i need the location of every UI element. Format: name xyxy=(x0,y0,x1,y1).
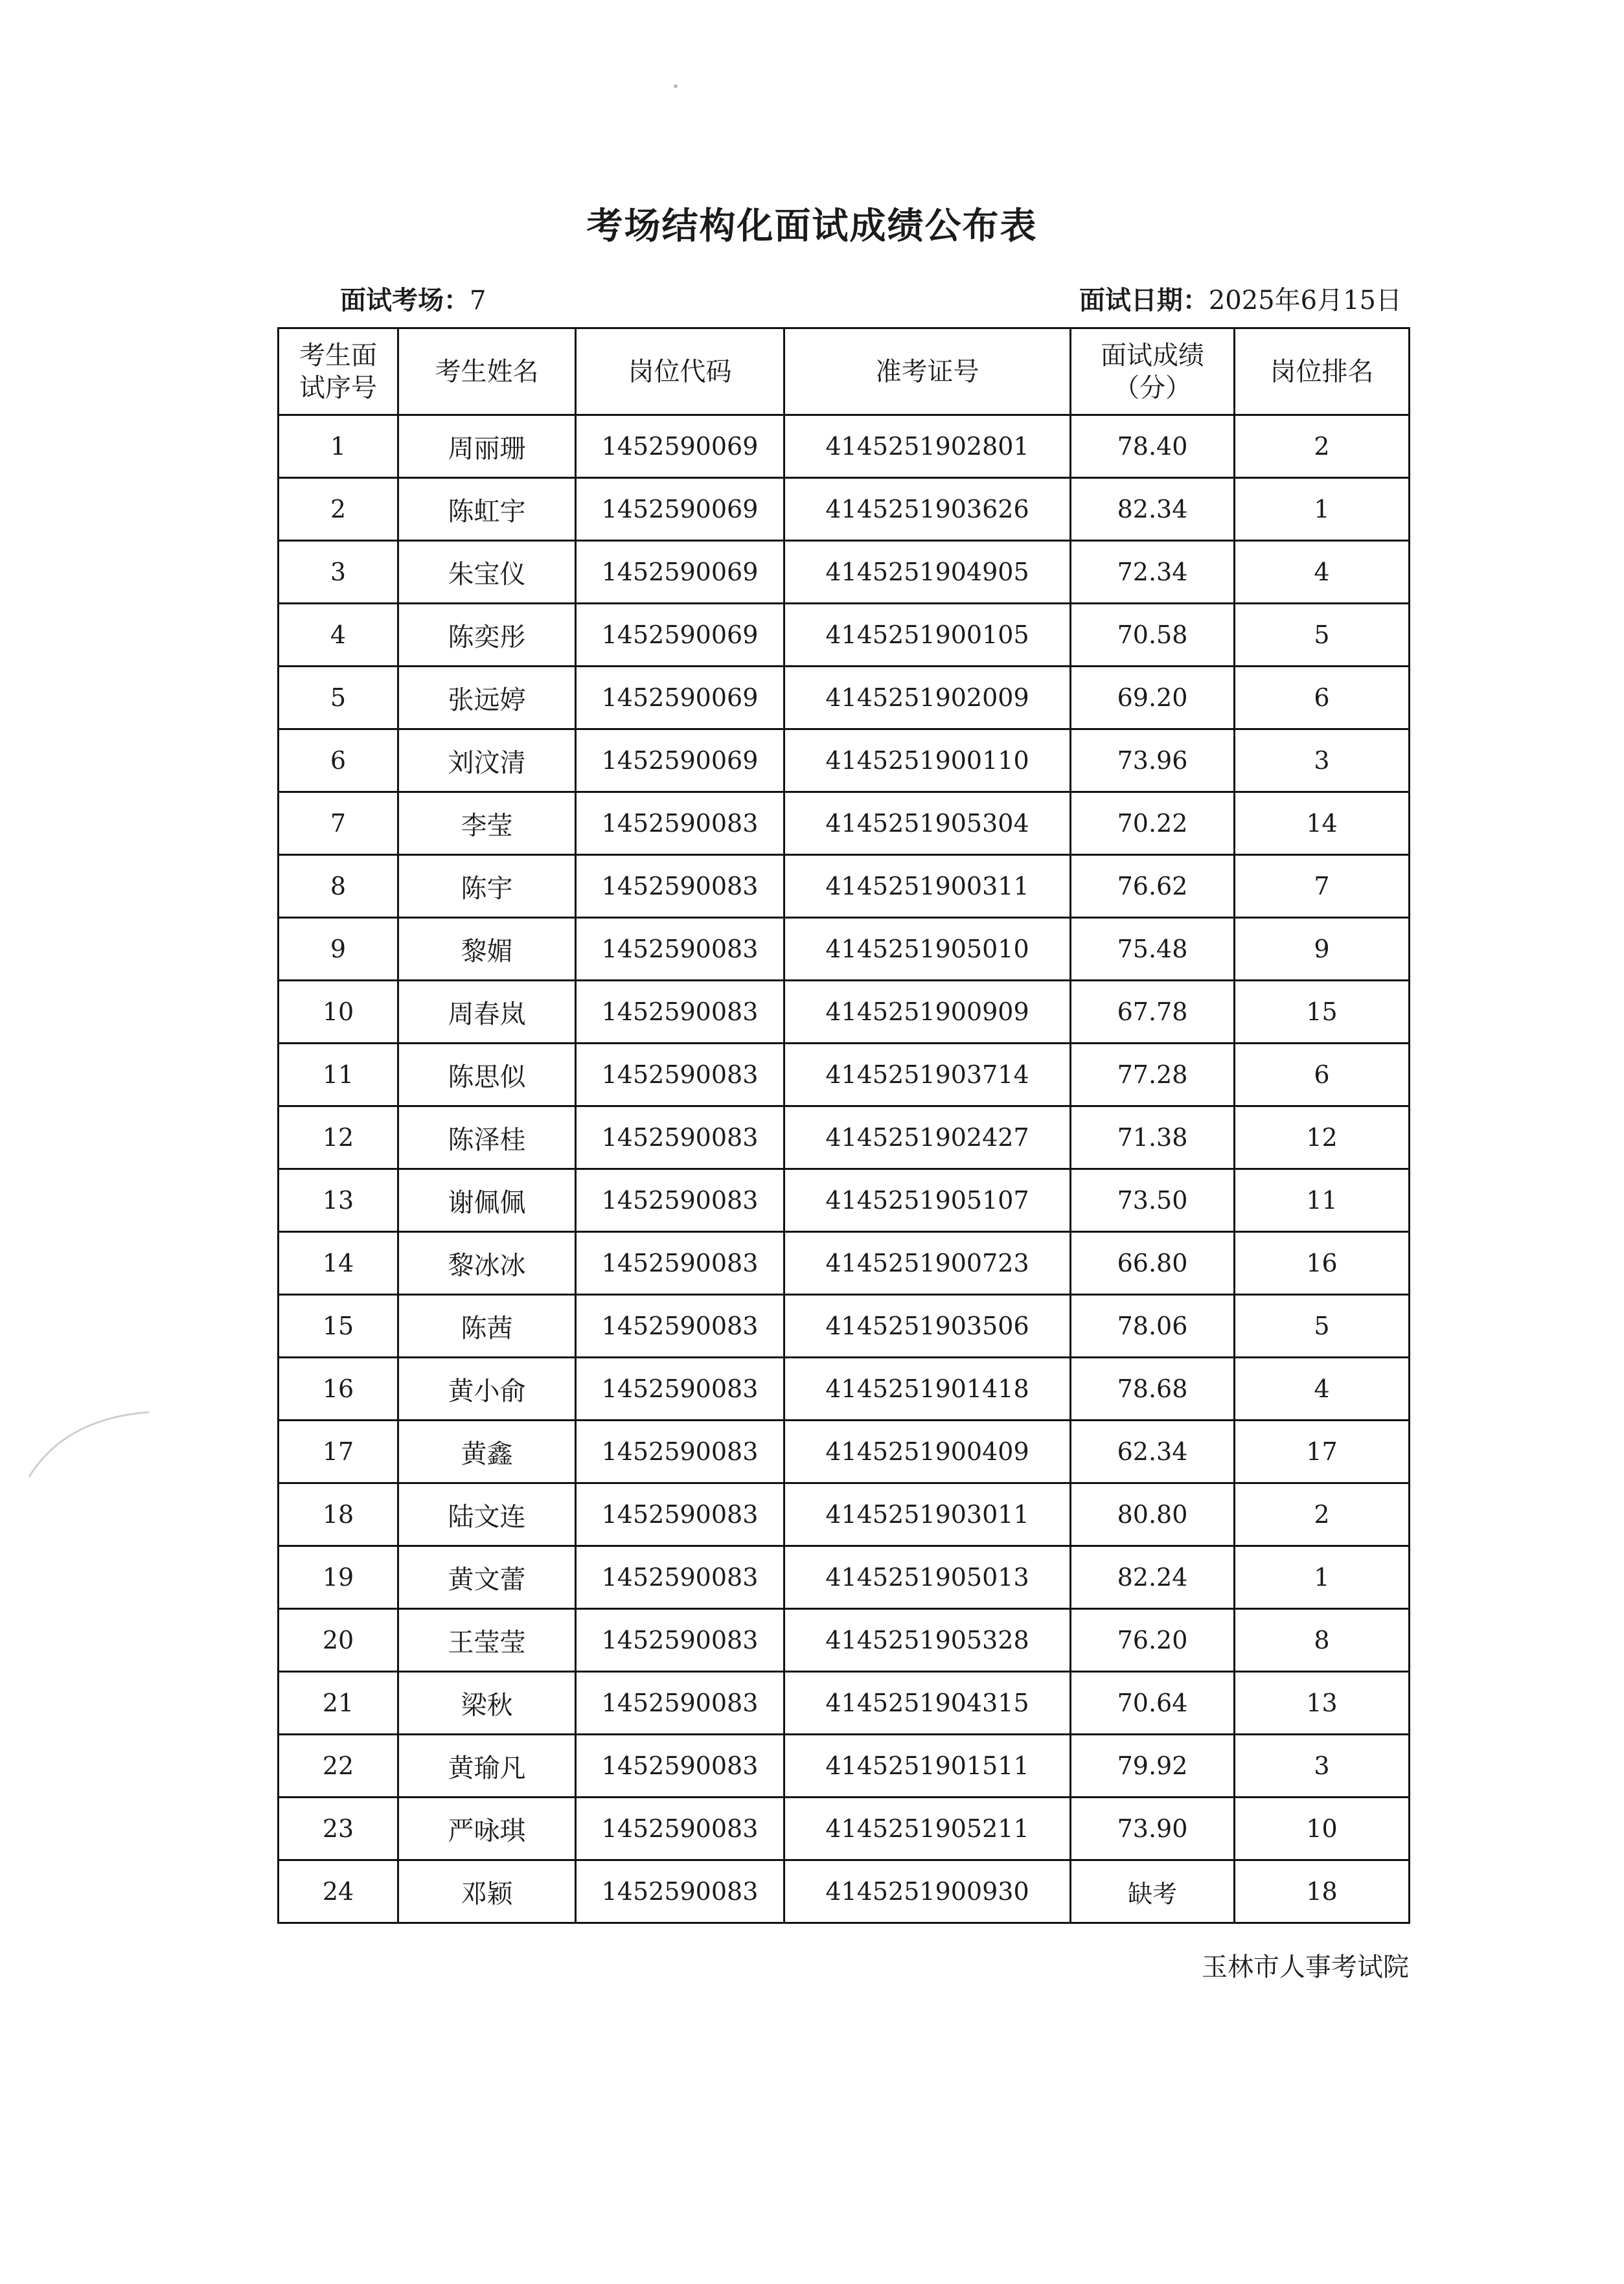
cell-score: 82.24 xyxy=(1071,1546,1235,1609)
cell-score: 70.64 xyxy=(1071,1672,1235,1735)
cell-rank: 11 xyxy=(1235,1169,1410,1232)
cell-ticket-no: 4145251901418 xyxy=(784,1358,1071,1421)
cell-seq: 16 xyxy=(279,1358,398,1421)
table-row xyxy=(279,1735,1410,1798)
cell-post-code: 1452590083 xyxy=(576,1860,784,1923)
cell-name: 王莹莹 xyxy=(398,1609,576,1672)
cell-rank: 3 xyxy=(1235,1735,1410,1798)
cell-score: 82.34 xyxy=(1071,478,1235,541)
table-row xyxy=(279,1232,1410,1295)
cell-ticket-no: 4145251905107 xyxy=(784,1169,1071,1232)
cell-rank: 10 xyxy=(1235,1798,1410,1860)
header-rank: 岗位排名 xyxy=(1235,328,1410,415)
cell-post-code: 1452590083 xyxy=(576,1295,784,1358)
issuer: 玉林市人事考试院 xyxy=(1202,1952,1409,1982)
cell-seq: 5 xyxy=(279,667,398,729)
score-table xyxy=(277,327,1410,1924)
table-row xyxy=(279,415,1410,478)
cell-post-code: 1452590069 xyxy=(576,541,784,604)
cell-seq: 4 xyxy=(279,604,398,667)
cell-post-code: 1452590069 xyxy=(576,478,784,541)
table-row xyxy=(279,981,1410,1044)
table-header-row xyxy=(279,328,1410,415)
cell-score: 72.34 xyxy=(1071,541,1235,604)
table-row xyxy=(279,541,1410,604)
cell-rank: 5 xyxy=(1235,1295,1410,1358)
cell-rank: 15 xyxy=(1235,981,1410,1044)
table-row xyxy=(279,729,1410,792)
cell-score: 80.80 xyxy=(1071,1483,1235,1546)
cell-ticket-no: 4145251900311 xyxy=(784,855,1071,918)
cell-name: 梁秋 xyxy=(398,1672,576,1735)
cell-post-code: 1452590083 xyxy=(576,1421,784,1483)
cell-rank: 14 xyxy=(1235,792,1410,855)
cell-name: 朱宝仪 xyxy=(398,541,576,604)
exam-room-value: 7 xyxy=(470,286,486,315)
cell-name: 谢佩佩 xyxy=(398,1169,576,1232)
cell-ticket-no: 4145251905211 xyxy=(784,1798,1071,1860)
cell-post-code: 1452590083 xyxy=(576,1609,784,1672)
cell-seq: 1 xyxy=(279,415,398,478)
cell-name: 黄小俞 xyxy=(398,1358,576,1421)
cell-rank: 7 xyxy=(1235,855,1410,918)
cell-score: 70.58 xyxy=(1071,604,1235,667)
cell-post-code: 1452590069 xyxy=(576,667,784,729)
cell-rank: 18 xyxy=(1235,1860,1410,1923)
cell-rank: 6 xyxy=(1235,667,1410,729)
cell-post-code: 1452590083 xyxy=(576,1232,784,1295)
cell-score: 73.90 xyxy=(1071,1798,1235,1860)
table-row xyxy=(279,1798,1410,1860)
cell-seq: 8 xyxy=(279,855,398,918)
page-title: 考场结构化面试成绩公布表 xyxy=(586,205,1038,247)
cell-seq: 20 xyxy=(279,1609,398,1672)
cell-rank: 9 xyxy=(1235,918,1410,981)
table-row xyxy=(279,792,1410,855)
cell-post-code: 1452590083 xyxy=(576,918,784,981)
cell-score: 67.78 xyxy=(1071,981,1235,1044)
cell-seq: 22 xyxy=(279,1735,398,1798)
cell-ticket-no: 4145251902427 xyxy=(784,1106,1071,1169)
cell-name: 陈奕彤 xyxy=(398,604,576,667)
cell-ticket-no: 4145251900723 xyxy=(784,1232,1071,1295)
cell-rank: 4 xyxy=(1235,1358,1410,1421)
table-row xyxy=(279,1672,1410,1735)
cell-seq: 18 xyxy=(279,1483,398,1546)
header-score: 面试成绩（分） xyxy=(1071,328,1235,415)
cell-ticket-no: 4145251901511 xyxy=(784,1735,1071,1798)
scan-artifact-curve xyxy=(26,1406,155,1483)
cell-post-code: 1452590083 xyxy=(576,1483,784,1546)
interview-date-label: 面试日期： xyxy=(1079,286,1209,315)
header-post-code: 岗位代码 xyxy=(576,328,784,415)
cell-rank: 17 xyxy=(1235,1421,1410,1483)
table-row xyxy=(279,1546,1410,1609)
cell-score: 69.20 xyxy=(1071,667,1235,729)
cell-name: 陈泽桂 xyxy=(398,1106,576,1169)
cell-seq: 9 xyxy=(279,918,398,981)
cell-name: 严咏琪 xyxy=(398,1798,576,1860)
cell-ticket-no: 4145251905013 xyxy=(784,1546,1071,1609)
cell-name: 邓颖 xyxy=(398,1860,576,1923)
exam-room-label: 面试考场： xyxy=(340,286,470,315)
cell-name: 陈茜 xyxy=(398,1295,576,1358)
cell-seq: 6 xyxy=(279,729,398,792)
cell-name: 周丽珊 xyxy=(398,415,576,478)
cell-ticket-no: 4145251903506 xyxy=(784,1295,1071,1358)
cell-score: 76.20 xyxy=(1071,1609,1235,1672)
cell-rank: 8 xyxy=(1235,1609,1410,1672)
cell-name: 黎冰冰 xyxy=(398,1232,576,1295)
cell-post-code: 1452590083 xyxy=(576,1358,784,1421)
cell-name: 黄瑜凡 xyxy=(398,1735,576,1798)
cell-name: 陈虹宇 xyxy=(398,478,576,541)
cell-seq: 7 xyxy=(279,792,398,855)
cell-seq: 24 xyxy=(279,1860,398,1923)
interview-date xyxy=(1079,280,1402,317)
cell-score: 78.40 xyxy=(1071,415,1235,478)
cell-name: 陈思似 xyxy=(398,1044,576,1106)
cell-score: 77.28 xyxy=(1071,1044,1235,1106)
cell-name: 黎媚 xyxy=(398,918,576,981)
cell-seq: 13 xyxy=(279,1169,398,1232)
cell-ticket-no: 4145251904315 xyxy=(784,1672,1071,1735)
cell-ticket-no: 4145251902009 xyxy=(784,667,1071,729)
cell-post-code: 1452590083 xyxy=(576,1672,784,1735)
table-row xyxy=(279,1483,1410,1546)
cell-name: 李莹 xyxy=(398,792,576,855)
cell-score: 75.48 xyxy=(1071,918,1235,981)
cell-post-code: 1452590069 xyxy=(576,415,784,478)
cell-score: 78.06 xyxy=(1071,1295,1235,1358)
cell-post-code: 1452590083 xyxy=(576,1044,784,1106)
cell-ticket-no: 4145251904905 xyxy=(784,541,1071,604)
cell-post-code: 1452590083 xyxy=(576,1735,784,1798)
cell-score: 62.34 xyxy=(1071,1421,1235,1483)
cell-ticket-no: 4145251900105 xyxy=(784,604,1071,667)
table-row xyxy=(279,478,1410,541)
cell-score: 73.96 xyxy=(1071,729,1235,792)
cell-name: 刘汶清 xyxy=(398,729,576,792)
cell-rank: 16 xyxy=(1235,1232,1410,1295)
cell-ticket-no: 4145251903011 xyxy=(784,1483,1071,1546)
exam-room xyxy=(340,280,486,317)
cell-name: 周春岚 xyxy=(398,981,576,1044)
cell-seq: 23 xyxy=(279,1798,398,1860)
cell-score: 缺考 xyxy=(1071,1860,1235,1923)
cell-seq: 19 xyxy=(279,1546,398,1609)
cell-name: 黄鑫 xyxy=(398,1421,576,1483)
cell-post-code: 1452590083 xyxy=(576,1169,784,1232)
table-row xyxy=(279,1044,1410,1106)
cell-ticket-no: 4145251903714 xyxy=(784,1044,1071,1106)
cell-name: 陆文连 xyxy=(398,1483,576,1546)
table-row xyxy=(279,1358,1410,1421)
table-row xyxy=(279,918,1410,981)
cell-post-code: 1452590083 xyxy=(576,1106,784,1169)
cell-ticket-no: 4145251900909 xyxy=(784,981,1071,1044)
cell-seq: 21 xyxy=(279,1672,398,1735)
header-ticket-no: 准考证号 xyxy=(784,328,1071,415)
cell-seq: 2 xyxy=(279,478,398,541)
cell-score: 76.62 xyxy=(1071,855,1235,918)
table-row xyxy=(279,1421,1410,1483)
cell-ticket-no: 4145251905010 xyxy=(784,918,1071,981)
cell-post-code: 1452590083 xyxy=(576,792,784,855)
cell-ticket-no: 4145251905328 xyxy=(784,1609,1071,1672)
cell-seq: 15 xyxy=(279,1295,398,1358)
cell-rank: 2 xyxy=(1235,415,1410,478)
table-row xyxy=(279,1106,1410,1169)
cell-name: 张远婷 xyxy=(398,667,576,729)
cell-score: 66.80 xyxy=(1071,1232,1235,1295)
header-seq: 考生面试序号 xyxy=(279,328,398,415)
table-row xyxy=(279,1169,1410,1232)
cell-rank: 1 xyxy=(1235,1546,1410,1609)
cell-seq: 14 xyxy=(279,1232,398,1295)
interview-date-value: 2025年6月15日 xyxy=(1208,286,1402,315)
cell-ticket-no: 4145251900930 xyxy=(784,1860,1071,1923)
table-row xyxy=(279,855,1410,918)
cell-rank: 5 xyxy=(1235,604,1410,667)
cell-score: 78.68 xyxy=(1071,1358,1235,1421)
cell-ticket-no: 4145251902801 xyxy=(784,415,1071,478)
table-row xyxy=(279,604,1410,667)
cell-seq: 17 xyxy=(279,1421,398,1483)
cell-post-code: 1452590083 xyxy=(576,1798,784,1860)
table-row xyxy=(279,1860,1410,1923)
cell-seq: 3 xyxy=(279,541,398,604)
cell-rank: 6 xyxy=(1235,1044,1410,1106)
cell-post-code: 1452590069 xyxy=(576,729,784,792)
scan-speck xyxy=(674,84,678,88)
cell-rank: 12 xyxy=(1235,1106,1410,1169)
header-name: 考生姓名 xyxy=(398,328,576,415)
cell-seq: 11 xyxy=(279,1044,398,1106)
cell-score: 71.38 xyxy=(1071,1106,1235,1169)
cell-ticket-no: 4145251900110 xyxy=(784,729,1071,792)
cell-seq: 10 xyxy=(279,981,398,1044)
cell-rank: 1 xyxy=(1235,478,1410,541)
cell-rank: 4 xyxy=(1235,541,1410,604)
cell-name: 黄文蕾 xyxy=(398,1546,576,1609)
cell-ticket-no: 4145251900409 xyxy=(784,1421,1071,1483)
cell-score: 70.22 xyxy=(1071,792,1235,855)
cell-seq: 12 xyxy=(279,1106,398,1169)
cell-rank: 2 xyxy=(1235,1483,1410,1546)
cell-ticket-no: 4145251905304 xyxy=(784,792,1071,855)
cell-post-code: 1452590083 xyxy=(576,855,784,918)
cell-rank: 3 xyxy=(1235,729,1410,792)
cell-post-code: 1452590069 xyxy=(576,604,784,667)
cell-score: 79.92 xyxy=(1071,1735,1235,1798)
table-row xyxy=(279,667,1410,729)
table-row xyxy=(279,1295,1410,1358)
cell-score: 73.50 xyxy=(1071,1169,1235,1232)
cell-ticket-no: 4145251903626 xyxy=(784,478,1071,541)
cell-rank: 13 xyxy=(1235,1672,1410,1735)
cell-post-code: 1452590083 xyxy=(576,1546,784,1609)
cell-post-code: 1452590083 xyxy=(576,981,784,1044)
cell-name: 陈宇 xyxy=(398,855,576,918)
table-row xyxy=(279,1609,1410,1672)
